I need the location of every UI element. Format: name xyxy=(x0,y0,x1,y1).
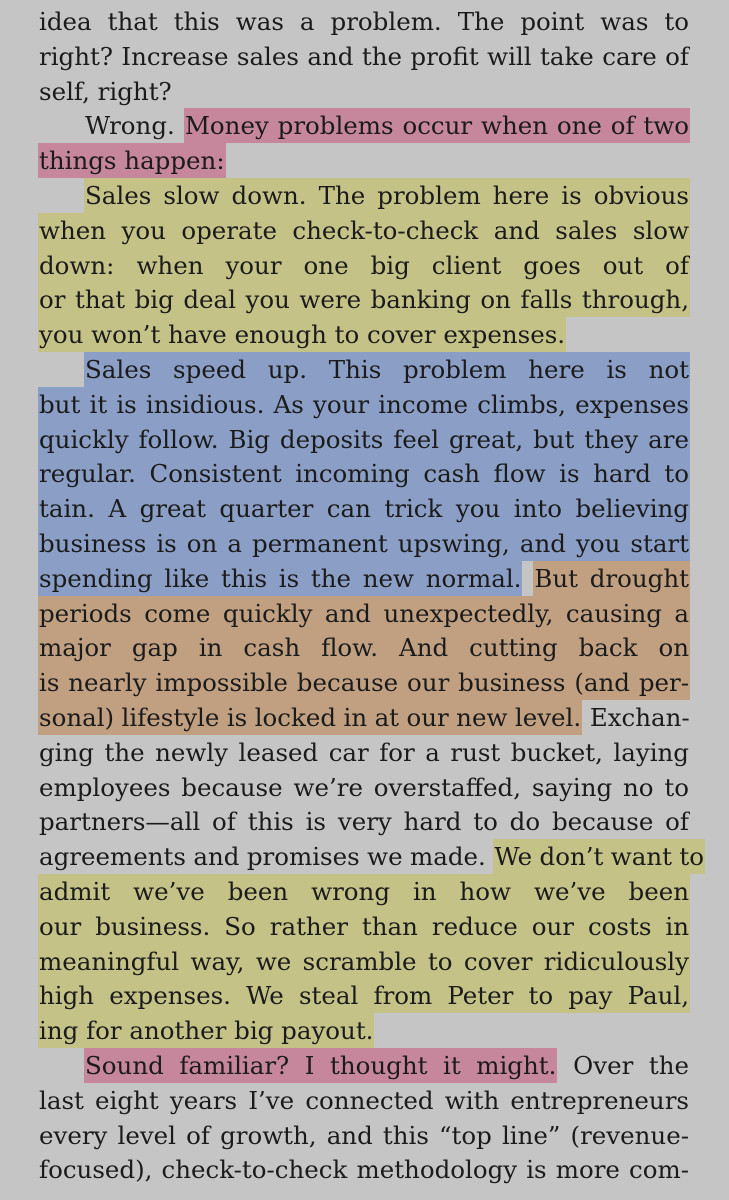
text-line xyxy=(38,944,690,979)
text-segment: Exchan- xyxy=(589,703,690,732)
text-line xyxy=(38,804,690,839)
text-line xyxy=(84,352,690,387)
highlight-blue: business is on a permanent upswing, and you start xyxy=(38,526,690,561)
highlight-orange: periods come quickly and unexpectedly, causing a xyxy=(38,596,690,631)
highlight-orange: major gap in cash flow. And cutting back on xyxy=(38,630,690,665)
highlight-yellow: down: when your one big client goes out of xyxy=(38,248,690,283)
text-line xyxy=(38,387,690,422)
text-line xyxy=(38,1118,690,1153)
highlight-yellow: admit we’ve been wrong in how we’ve been xyxy=(38,874,690,909)
highlight-orange: sonal) lifestyle is locked in at our new level. xyxy=(38,700,582,735)
text-line xyxy=(38,909,690,944)
text-line xyxy=(38,526,690,561)
highlight-pink: things happen: xyxy=(38,143,226,178)
text-line xyxy=(38,248,690,283)
text-segment: agreements and promises we made. xyxy=(39,842,486,872)
highlight-pink: Money problems occur when one of two xyxy=(184,108,690,143)
text-segment: last eight years I’ve connected with entrepreneurs xyxy=(39,1085,689,1115)
text-line xyxy=(38,491,690,526)
text-line xyxy=(38,317,690,352)
highlight-blue: regular. Consistent incoming cash flow is hard to xyxy=(38,456,690,491)
text-line xyxy=(38,978,690,1013)
highlight-yellow: our business. So rather than reduce our costs in xyxy=(38,909,690,944)
highlight-blue: spending like this is the new normal. xyxy=(38,561,522,596)
text-line xyxy=(38,282,690,317)
text-segment: Over the xyxy=(573,1051,689,1080)
text-line xyxy=(38,213,690,248)
text-segment: focused), check-to-check methodology is more com- xyxy=(39,1155,689,1185)
highlight-blue: but it is insidious. As your income climbs, expenses xyxy=(38,387,690,422)
highlight-blue: tain. A great quarter can trick you into believing xyxy=(38,491,690,526)
highlight-yellow: Sales slow down. The problem here is obvious xyxy=(84,178,690,213)
text-segment: Wrong. xyxy=(85,111,175,141)
text-segment: partners—all of this is very hard to do because of xyxy=(39,807,689,837)
text-line xyxy=(38,630,690,665)
text-segment: ging the newly leased car for a rust bucket, laying xyxy=(39,737,689,767)
highlight-yellow: you won’t have enough to cover expenses. xyxy=(38,317,566,352)
text-line xyxy=(84,1048,690,1083)
text-line xyxy=(38,143,690,178)
highlight-yellow: when you operate check-to-check and sales slow xyxy=(38,213,690,248)
highlight-blue: Sales speed up. This problem here is not xyxy=(84,352,690,387)
text-segment: idea that this was a problem. The point was to xyxy=(39,7,689,36)
text-line xyxy=(38,1013,690,1048)
text-line xyxy=(38,874,690,909)
highlight-orange: But drought xyxy=(533,561,690,596)
text-segment: employees because we’re overstaffed, saying no to xyxy=(39,772,689,802)
text-segment: self, right? xyxy=(39,76,172,106)
text-segment: every level of growth, and this “top line” (revenue- xyxy=(39,1120,689,1150)
highlight-yellow: meaningful way, we scramble to cover ridiculously xyxy=(38,944,690,979)
text-line xyxy=(38,561,690,596)
highlight-yellow: high expenses. We steal from Peter to pay Paul, xyxy=(38,978,690,1013)
text-line xyxy=(38,1083,690,1118)
text-line xyxy=(38,839,704,874)
text-line xyxy=(38,422,690,457)
highlight-blue: quickly follow. Big deposits feel great, but they are xyxy=(38,422,690,457)
text-line xyxy=(38,4,690,39)
text-line xyxy=(38,665,690,700)
text-line xyxy=(38,74,690,109)
text-line xyxy=(38,770,690,805)
text-line xyxy=(84,108,690,143)
highlight-yellow: ing for another big payout. xyxy=(38,1013,374,1048)
text-line xyxy=(38,39,690,74)
highlight-orange: is nearly impossible because our business (and per- xyxy=(38,665,690,700)
text-line xyxy=(38,1152,690,1187)
text-line xyxy=(38,700,690,735)
highlight-yellow: or that big deal you were banking on falls through, xyxy=(38,282,690,317)
text-line xyxy=(38,596,690,631)
highlight-yellow: We don’t want to xyxy=(493,839,705,874)
highlight-pink: Sound familiar? I thought it might. xyxy=(84,1048,557,1083)
text-segment: right? Increase sales and the profit will take care of xyxy=(39,41,689,71)
text-line xyxy=(38,456,690,491)
text-line xyxy=(38,735,690,770)
text-line xyxy=(84,178,690,213)
